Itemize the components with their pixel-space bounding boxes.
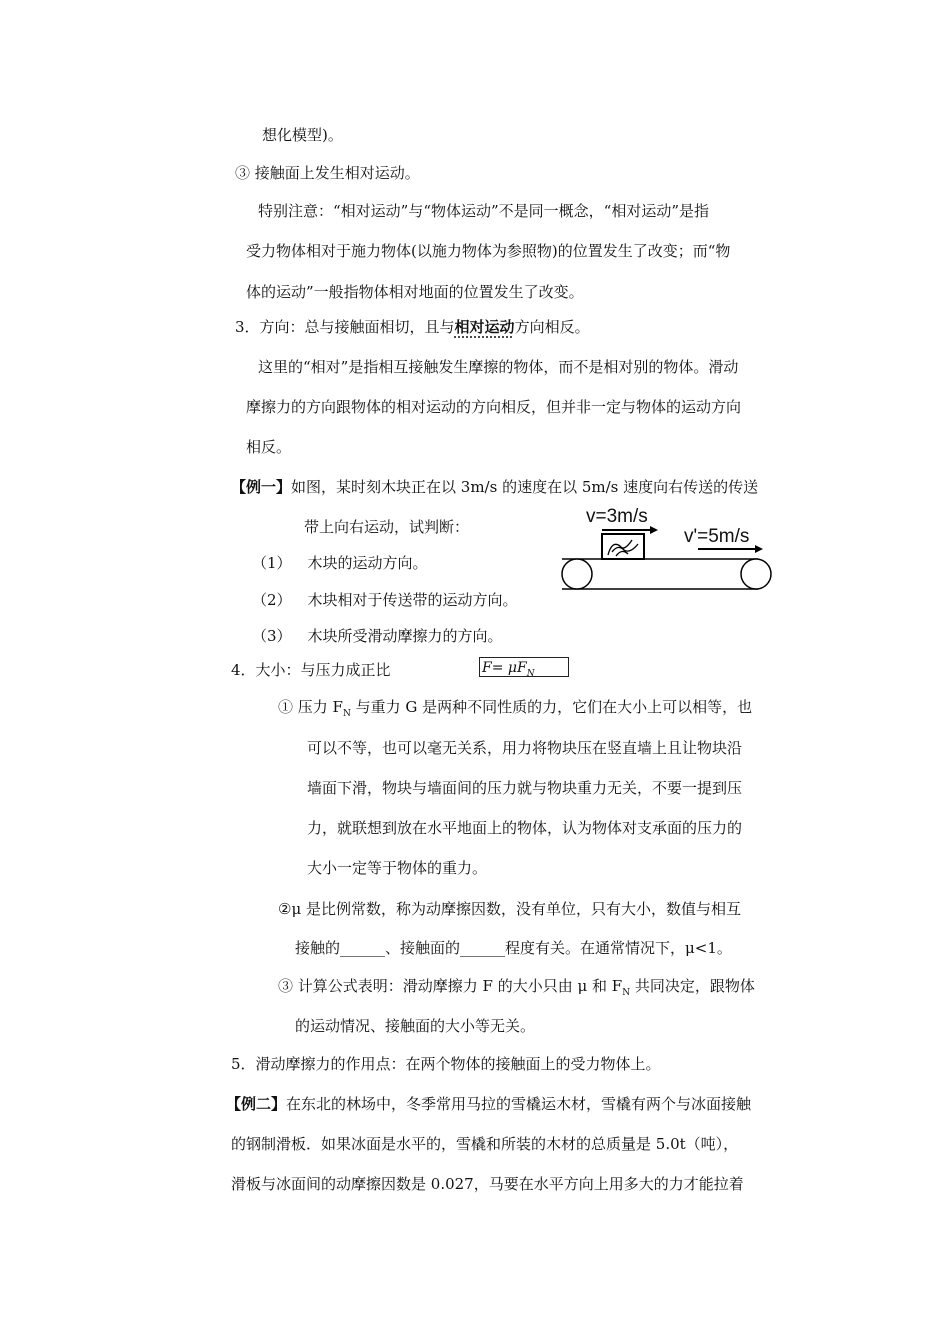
text-line: 的钢制滑板．如果冰面是水平的，雪橇和所装的木材的总质量是 5.0t（吨）， (231, 1135, 739, 1153)
text-line: 体的运动”一般指物体相对地面的位置发生了改变。 (246, 283, 584, 301)
subscript: N (622, 988, 631, 998)
text-line: 墙面下滑，物块与墙面间的压力就与物块重力无关，不要一提到压 (307, 779, 743, 797)
text-line (278, 697, 752, 724)
point-3-text-cont: 共同决定，跟物体 (630, 977, 755, 995)
point-3-text: ③ 计算公式表明：滑动摩擦力 F 的大小只由 μ 和 F (278, 977, 623, 995)
formula-text: F= μF (482, 660, 527, 676)
text-line: 接触的______、接触面的______程度有关。在通常情况下，μ<1。 (295, 939, 732, 957)
question-number: （1） (252, 554, 292, 572)
text-line: 5．滑动摩擦力的作用点：在两个物体的接触面上的受力物体上。 (231, 1055, 661, 1073)
section-direction-tail: 方向相反。 (514, 318, 590, 336)
formula-subscript: N (526, 668, 535, 679)
question-text: 木块所受滑动摩擦力的方向。 (307, 627, 503, 645)
text-line (231, 477, 758, 497)
text-line (278, 976, 755, 1003)
point-1-text: ① 压力 F (278, 698, 343, 716)
text-line: 大小一定等于物体的重力。 (307, 859, 488, 877)
section-direction-label: 3．方向：总与接触面相切，且与 (235, 318, 455, 336)
text-line: 滑板与冰面间的动摩擦因数是 0.027，马要在水平方向上用多大的力才能拉着 (231, 1175, 744, 1193)
question-number: （2） (252, 591, 292, 609)
question-2 (252, 590, 518, 610)
question-3 (252, 626, 503, 646)
text-line: ③ 接触面上发生相对运动。 (235, 164, 420, 182)
text-line: 摩擦力的方向跟物体的相对运动的方向相反，但并非一定与物体的运动方向 (246, 398, 742, 416)
text-line: 的运动情况、接触面的大小等无关。 (295, 1017, 536, 1035)
question-text: 木块相对于传送带的运动方向。 (307, 591, 518, 609)
text-line (226, 1094, 751, 1114)
belt-velocity-label: v'=5m/s (684, 526, 750, 547)
example-text: 如图，某时刻木块正在以 3m/s 的速度在以 5m/s 速度向右传送的传送 (291, 478, 759, 496)
subscript: N (342, 709, 351, 719)
friction-formula (479, 657, 569, 677)
text-line (235, 317, 590, 337)
text-line: 这里的“相对”是指相互接触发生摩擦的物体，而不是相对别的物体。滑动 (258, 358, 739, 376)
text-line: 带上向右运动，试判断： (304, 518, 470, 536)
text-line: 受力物体相对于施力物体(以施力物体为参照物)的位置发生了改变；而“物 (246, 242, 731, 260)
text-line: ②μ 是比例常数，称为动摩擦因数，没有单位，只有大小，数值与相互 (278, 900, 741, 918)
point-1-text-cont: 与重力 G 是两种不同性质的力，它们在大小上可以相等，也 (350, 698, 753, 716)
text-line: 特别注意：“相对运动”与“物体运动”不是同一概念，“相对运动”是指 (258, 202, 710, 220)
text-line: 可以不等，也可以毫无关系，用力将物块压在竖直墙上且让物块沿 (307, 739, 743, 757)
conveyor-figure (550, 500, 790, 600)
example-tag: 【例二】 (226, 1095, 287, 1113)
text-line: 想化模型)。 (262, 126, 343, 144)
conveyor-diagram (550, 500, 790, 600)
question-1 (252, 553, 428, 573)
text-line: 相反。 (246, 438, 292, 456)
block-velocity-label: v=3m/s (586, 506, 648, 527)
question-number: （3） (252, 627, 292, 645)
text-line: 力，就联想到放在水平地面上的物体，认为物体对支承面的压力的 (307, 819, 743, 837)
text-line: 4．大小：与压力成正比 (231, 661, 391, 679)
question-text: 木块的运动方向。 (307, 554, 428, 572)
example-tag: 【例一】 (231, 478, 292, 496)
emphasized-term: 相对运动 (454, 318, 515, 336)
example-text: 在东北的林场中，冬季常用马拉的雪橇运木材，雪橇有两个与冰面接触 (286, 1095, 752, 1113)
